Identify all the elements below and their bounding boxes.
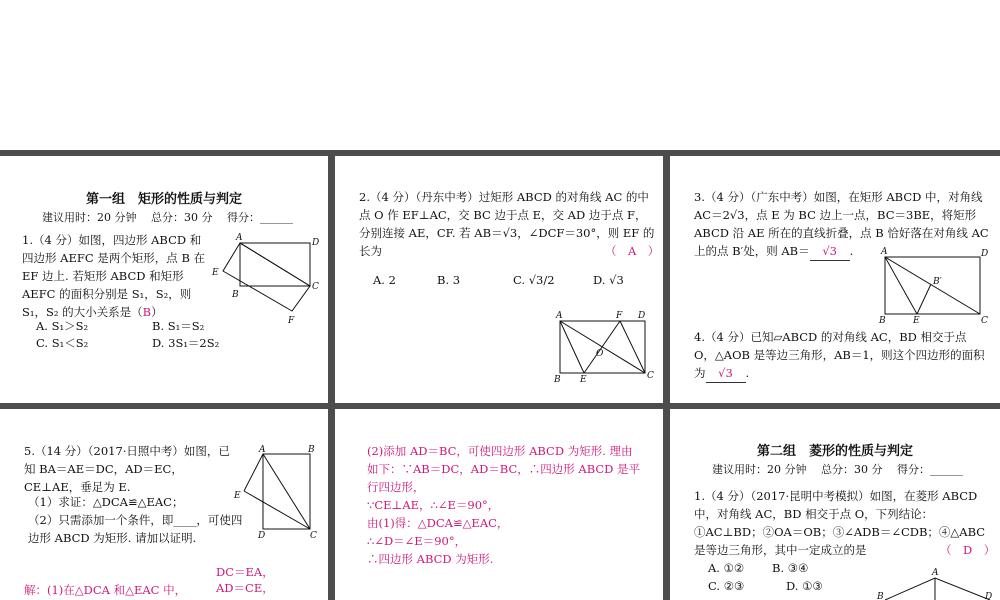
figure-q1 — [210, 231, 325, 331]
label-b: B — [879, 316, 886, 324]
solution-line-2: 如下：∵AB＝DC，AD＝BC，∴四边形 ABCD 是平 — [367, 462, 641, 476]
segment-ec — [244, 491, 310, 529]
panel-rectangle-q3-q4[interactable] — [670, 156, 1000, 403]
question-text: 4.（4 分）已知▱ABCD 的对角线 AC，BD 相交于点 O，△AOB 是等边三角形，AB＝1，则这个四边形的面积为 — [694, 330, 985, 380]
label-a: A — [236, 233, 243, 243]
option-c: C. ②③ — [708, 579, 745, 593]
sub-question-2: （2）只需添加一个条件，即____，可使四边形 ABCD 为矩形. 请加以证明. — [28, 513, 243, 545]
left-gutter-1 — [328, 150, 335, 600]
answer: （ D ） — [940, 543, 996, 557]
solution-line-1: (2)添加 AD＝BC，可使四边形 ABCD 为矩形. 理由 — [367, 444, 633, 458]
label-c: C — [310, 531, 317, 539]
section-meta: 建议用时：20 分钟 总分：30 分 得分：______ — [712, 463, 963, 476]
figure-q3 — [875, 244, 990, 324]
figure-q5 — [228, 444, 323, 539]
question-4: 4.（4 分）已知▱ABCD 的对角线 AC，BD 相交于点 O，△AOB 是等边三角形，AB＝1，则这个四边形的面积为 √3 . — [694, 328, 990, 383]
label-b: B — [877, 592, 884, 600]
solution-line-5: 由(1)得：△DCA≌△EAC， — [367, 516, 509, 530]
label-e: E — [913, 316, 920, 324]
question-text: 1.（4 分）如图，四边形 ABCD 和四边形 AEFC 是两个矩形，点 B 在 EF 边上. 若矩形 ABCD 和矩形 AEFC 的面积分别是 S₁，S₂，则 S₁，S₂ 的大小关系是（ — [22, 233, 206, 319]
option-d: D. 3S₁＝2S₂ — [152, 336, 220, 350]
label-b: B — [554, 375, 561, 385]
answer: √3 — [810, 242, 850, 261]
label-a: A — [932, 568, 939, 578]
option-a: A. S₁＞S₂ — [36, 319, 89, 333]
solution-start: 解：(1)在△DCA 和△EAC 中， — [24, 583, 187, 597]
rhombus-top-edges — [885, 578, 993, 600]
label-e: E — [212, 268, 219, 278]
left-gutter-2 — [663, 150, 670, 600]
label-d: D — [981, 249, 989, 259]
answer: B — [142, 305, 152, 319]
option-d: D. ①③ — [786, 579, 823, 593]
label-c: C — [312, 282, 319, 292]
label-d: D — [985, 592, 993, 600]
panel-solution-q5[interactable] — [335, 409, 663, 600]
label-a: A — [556, 311, 563, 321]
label-e: E — [580, 375, 587, 385]
label-d: D — [638, 311, 646, 321]
label-a: A — [259, 445, 266, 455]
figure-q2 — [550, 306, 660, 386]
section-title: 第二组 菱形的性质与判定 — [756, 444, 913, 459]
label-a: A — [881, 247, 888, 257]
panel-rhombus-q1[interactable] — [670, 409, 1000, 600]
label-b-prime: B′ — [933, 277, 942, 287]
system-line-2: AD＝CE， — [216, 581, 274, 595]
question-2: 2.（4 分）（丹东中考）过矩形 ABCD 的对角线 AC 的中点 O 作 EF⊥AC，交 BC 边于点 E，交 AD 边于点 F，分别连接 AE，CF. 若 AB＝√3，∠DCF＝30°，则 EF 的长为 — [359, 190, 655, 258]
label-o: O — [596, 349, 604, 359]
question-1 — [22, 231, 212, 321]
panel-rectangle-q2[interactable] — [335, 156, 663, 403]
label-b: B — [308, 445, 315, 455]
option-b: B. ③④ — [772, 561, 809, 575]
option-a: A. ①② — [708, 561, 745, 575]
label-d: D — [312, 238, 320, 248]
question-3: 3.（4 分）（广东中考）如图，在矩形 ABCD 中，对角线 AC＝2√3，点 E 为 BC 边上一点，BC＝3BE，将矩形 ABCD 沿 AE 所在的直线折叠，点 B 恰好落在对角线 AC 上的点 B′处，则 AB＝ √3 . — [694, 188, 990, 261]
label-c: C — [647, 371, 654, 381]
question-text: 3.（4 分）（广东中考）如图，在矩形 ABCD 中，对角线 AC＝2√3，点 E 为 BC 边上一点，BC＝3BE，将矩形 ABCD 沿 AE 所在的直线折叠，点 B 恰好落在对角线 AC 上的点 B′处，则 AB＝ — [694, 190, 989, 258]
label-f: F — [616, 311, 623, 321]
question-1: 1.（4 分）（2017·昆明中考模拟）如图，在菱形 ABCD 中，对角线 AC，BD 相交于点 O，下列结论：①AC⊥BD；②OA＝OB；③∠ADB＝∠CDB；④△ABC 是等边三角形，其中一定成立的是 — [694, 489, 986, 557]
label-b: B — [232, 290, 239, 300]
diagonal-ac — [263, 454, 310, 529]
option-b: B. S₁＝S₂ — [152, 319, 205, 333]
solution-line-7: ∴四边形 ABCD 为矩形. — [367, 552, 494, 566]
solution-line-4: ∵CE⊥AE，∴∠E＝90°， — [367, 498, 500, 512]
fold-line-ae — [885, 257, 917, 314]
system-line-1: DC＝EA， — [216, 565, 274, 579]
rectangle-aefc — [223, 243, 310, 311]
section-meta: 建议用时：20 分钟 总分：30 分 得分：______ — [42, 211, 293, 224]
segment-eb-prime — [917, 284, 931, 314]
question-5: 5.（14 分）（2017·日照中考）如图，已知 BA＝AE＝DC，AD＝EC，CE⊥AE，垂足为 E. — [24, 444, 230, 494]
bracket: ） — [151, 305, 163, 319]
option-c: C. √3/2 — [513, 273, 555, 287]
panel-rectangle-q5[interactable] — [0, 409, 328, 600]
label-f: F — [288, 316, 295, 326]
option-a: A. 2 — [373, 273, 396, 287]
label-e: E — [234, 491, 241, 501]
segment-ef — [584, 321, 620, 373]
answer: （ A ） — [605, 244, 660, 258]
segment-ae — [244, 454, 263, 491]
option-b: B. 3 — [437, 273, 461, 287]
solution-line-6: ∴∠D＝∠E＝90°， — [367, 534, 467, 548]
label-d: D — [258, 531, 266, 539]
figure-rhombus — [875, 561, 995, 600]
section-title: 第一组 矩形的性质与判定 — [85, 192, 242, 207]
sub-question-1: （1）求证：△DCA≌△EAC； — [28, 495, 184, 509]
option-c: C. S₁＜S₂ — [36, 336, 89, 350]
answer: √3 — [706, 364, 746, 383]
option-d: D. √3 — [593, 273, 624, 287]
solution-line-3: 行四边形， — [367, 480, 425, 494]
panel-rectangle-q1[interactable] — [0, 156, 328, 403]
label-c: C — [981, 316, 988, 324]
